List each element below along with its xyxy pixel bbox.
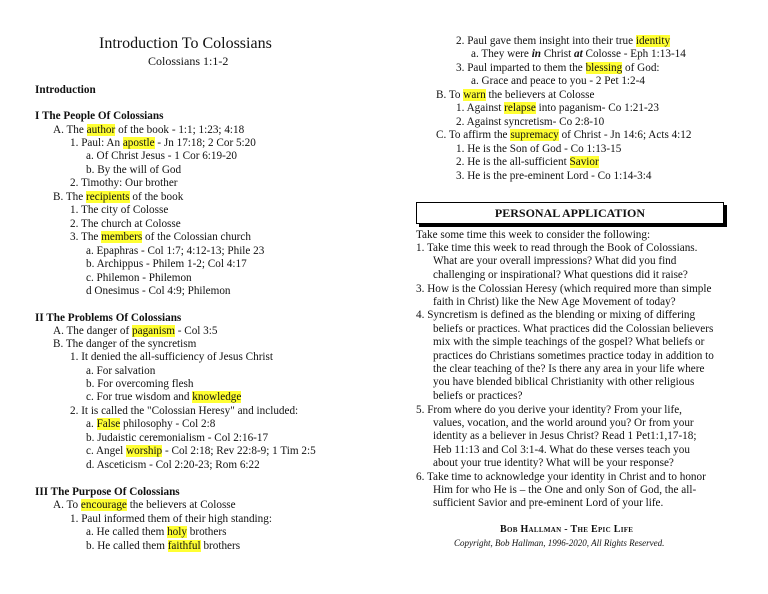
outline-line: d Onesimus - Col 4:9; Philemon bbox=[86, 285, 231, 297]
section-heading: II The Problems Of Colossians bbox=[35, 312, 182, 324]
outline-line: 1. It denied the all-sufficiency of Jesus Christ bbox=[70, 351, 273, 363]
outline-line: b. He called them faithful brothers bbox=[86, 540, 241, 552]
outline-line: 3. The members of the Colossian church bbox=[70, 231, 251, 243]
outline-line: 1. The city of Colosse bbox=[70, 204, 169, 216]
application-line: 5. From where do you derive your identity? From your life, bbox=[416, 404, 682, 416]
application-line: about your true identity? What will be your response? bbox=[433, 457, 674, 469]
outline-line: B. To warn the believers at Colosse bbox=[436, 89, 595, 101]
outline-line: A. The danger of paganism - Col 3:5 bbox=[53, 325, 218, 337]
outline-line: 2. He is the all-sufficient Savior bbox=[456, 156, 599, 168]
outline-line: c. For true wisdom and knowledge bbox=[86, 391, 242, 403]
outline-line: a. Of Christ Jesus - 1 Cor 6:19-20 bbox=[86, 150, 238, 162]
outline-line: a. They were in Christ at Colosse - Eph 1:13-14 bbox=[471, 48, 686, 60]
outline-line: 2. It is called the "Colossian Heresy" and included: bbox=[70, 405, 299, 417]
outline-line: b. By the will of God bbox=[86, 164, 182, 176]
outline-line: 3. Paul imparted to them the blessing of God: bbox=[456, 62, 660, 74]
outline-line: a. He called them holy brothers bbox=[86, 526, 227, 538]
application-line: 1. Take time this week to read through the Book of Colossians. bbox=[416, 242, 698, 254]
outline-line: 1. Against relapse into paganism- Co 1:21-23 bbox=[456, 102, 659, 114]
application-line: What are your overall impressions? What did you find bbox=[433, 255, 677, 267]
page-subtitle: Colossians 1:1-2 bbox=[148, 54, 229, 68]
application-line: Heb 11:13 and Col 3:1-4. What do these verses teach you bbox=[433, 444, 690, 456]
outline-line: 2. Against syncretism- Co 2:8-10 bbox=[456, 116, 605, 128]
application-line: the clear teaching of the? Is there any area in your life where bbox=[433, 363, 705, 375]
outline-line: c. Philemon - Philemon bbox=[86, 272, 192, 284]
outline-line: b. Judaistic ceremonialism - Col 2:16-17 bbox=[86, 432, 269, 444]
application-line: beliefs or practices. What practices did the Colossian believers bbox=[433, 323, 714, 335]
outline-line: 3. He is the pre-eminent Lord - Co 1:14-3:4 bbox=[456, 170, 652, 182]
copyright-notice: Copyright, Bob Hallman, 1996-2020, All Rights Reserved. bbox=[454, 538, 665, 548]
outline-line: 2. Timothy: Our brother bbox=[70, 177, 178, 189]
outline-line: a. For salvation bbox=[86, 365, 156, 377]
outline-line: c. Angel worship - Col 2:18; Rev 22:8-9; 1 Tim 2:5 bbox=[86, 445, 316, 457]
application-line: mix with the simple teachings of the gospel? What beliefs or bbox=[433, 336, 705, 348]
application-intro: Take some time this week to consider the following: bbox=[416, 229, 651, 241]
application-line: practices do Christians sometimes practice today in addition to bbox=[433, 350, 714, 362]
application-line: sufficient Savior and pre-eminent Lord of your life. bbox=[433, 497, 664, 509]
outline-line: A. To encourage the believers at Colosse bbox=[53, 499, 236, 511]
application-line: beliefs or practices? bbox=[433, 390, 523, 402]
section-heading: I The People Of Colossians bbox=[35, 110, 164, 122]
outline-line: a. False philosophy - Col 2:8 bbox=[86, 418, 216, 430]
outline-line: a. Epaphras - Col 1:7; 4:12-13; Phile 23 bbox=[86, 245, 265, 257]
outline-line: 2. The church at Colosse bbox=[70, 218, 181, 230]
application-line: identity as a believer in Jesus Christ? Read 1 Pet1:1,17-18; bbox=[433, 430, 697, 442]
outline-line: A. The author of the book - 1:1; 1:23; 4:18 bbox=[53, 124, 245, 136]
intro-heading: Introduction bbox=[35, 84, 96, 96]
outline-line: 1. Paul: An apostle - Jn 17:18; 2 Cor 5:20 bbox=[70, 137, 256, 149]
outline-line: b. Archippus - Philem 1-2; Col 4:17 bbox=[86, 258, 247, 270]
outline-line: 1. Paul informed them of their high standing: bbox=[70, 513, 272, 525]
personal-application-banner bbox=[416, 202, 724, 224]
outline-line: B. The recipients of the book bbox=[53, 191, 184, 203]
application-line: 6. Take time to acknowledge your identity in Christ and to honor bbox=[416, 471, 706, 483]
outline-line: B. The danger of the syncretism bbox=[53, 338, 197, 350]
application-line: faith in Christ) like the New Age Movement of today? bbox=[433, 296, 676, 308]
section-heading: III The Purpose Of Colossians bbox=[35, 486, 180, 498]
application-line: you have blended biblical Christianity with other religious bbox=[433, 376, 695, 388]
outline-line: 1. He is the Son of God - Co 1:13-15 bbox=[456, 143, 622, 155]
outline-line: b. For overcoming flesh bbox=[86, 378, 194, 390]
application-line: 4. Syncretism is defined as the blending or mixing of differing bbox=[416, 309, 696, 321]
outline-line: C. To affirm the supremacy of Christ - Jn 14:6; Acts 4:12 bbox=[436, 129, 692, 141]
outline-line: a. Grace and peace to you - 2 Pet 1:2-4 bbox=[471, 75, 645, 87]
page-title: Introduction To Colossians bbox=[99, 35, 272, 52]
outline-line: 2. Paul gave them insight into their true identity bbox=[456, 35, 671, 47]
application-line: Him for who He is – the One and only Son of God, the all- bbox=[433, 484, 697, 496]
personal-application-heading: PERSONAL APPLICATION bbox=[494, 206, 646, 220]
application-line: 3. How is the Colossian Heresy (which required more than simple bbox=[416, 283, 712, 295]
application-line: challenging or inspirational? What questions did it raise? bbox=[433, 269, 688, 281]
author-signature: Bob Hallman - The Epic Life bbox=[500, 524, 634, 535]
application-line: values, vocation, and the world around you? Or from your bbox=[433, 417, 694, 429]
outline-line: d. Asceticism - Col 2:20-23; Rom 6:22 bbox=[86, 459, 260, 471]
